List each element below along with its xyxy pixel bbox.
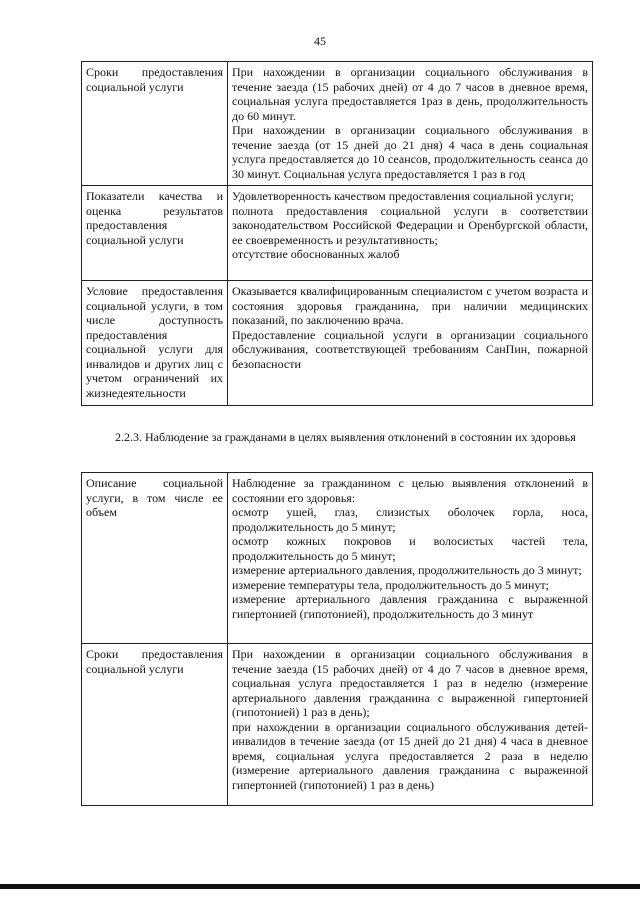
row-content: [228, 186, 593, 281]
table-row: [82, 281, 593, 406]
row-paragraph: Оказывается квалифицированным специалистом с учетом возраста и состояния здоровья гражданина, при наличии медицинских показаний, по заключению врача.: [232, 284, 588, 327]
row-paragraph: измерение температуры тела, продолжительность до 5 минут;: [232, 577, 550, 592]
row-paragraph: При нахождении в организации социального обслуживания в течение заезда (15 рабочих дней) от 4 до 7 часов в дневное время, социальная услуга предоставляется 1 раз в неделю (измерение артериального давления гражданина с выраженной гипертонией (гипотонией) 1 раз в день);: [232, 647, 588, 719]
row-paragraph: полнота предоставления социальной услуги в соответствии законодательством Российской Федерации и Оренбургской области, ее своевременность и результативность;: [232, 203, 588, 247]
service-terms-table: [81, 61, 593, 406]
row-paragraph: отсутствие обоснованных жалоб: [232, 247, 400, 261]
table-row: [82, 644, 593, 806]
page-number: 45: [314, 34, 326, 48]
row-paragraph: Удовлетворенность качеством предоставления социальной услуги;: [232, 189, 574, 203]
row-paragraph: осмотр кожных покровов и волосистых частей тела, продолжительность до 5 минут;: [232, 534, 588, 563]
row-content: [228, 281, 593, 406]
row-paragraph: измерение артериального давления, продолжительность до 3 минут;: [232, 563, 582, 577]
row-content: [228, 62, 593, 186]
row-content: [228, 473, 593, 644]
row-paragraph: При нахождении в организации социального обслуживания в течение заезда (15 рабочих дней) от 4 до 7 часов в дневное время, социальная услуга предоставляется 1раз в день, продолжительность до 60 минут.: [232, 65, 588, 123]
row-paragraph: При нахождении в организации социального обслуживания в течение заезда (от 15 дней до 21 дня) 4 часа в день социальная услуга предоставляется до 10 сеансов, продолжительность сеанса до 30 минут. Социальная услуга предоставляется 1 раз в год: [232, 123, 588, 181]
row-label: Показатели качества и оценка результатов предоставления социальной услуги: [82, 186, 228, 281]
table-row: [82, 186, 593, 281]
health-monitoring-table: [81, 472, 593, 806]
row-paragraph: осмотр ушей, глаз, слизистых оболочек горла, носа, продолжительность до 5 минут;: [232, 505, 588, 534]
section-heading: 2.2.3. Наблюдение за гражданами в целях выявления отклонений в состоянии их здоровья: [115, 430, 576, 444]
row-paragraph: при нахождении в организации социального обслуживания детей-инвалидов в течение заезда (от 15 дней до 21 дня) 4 часа в дневное время, социальная услуга предоставляется 2 раза в неделю (измерение артериального давления гражданина с выраженной гипертонией (гипотонией) 1 раз в день): [232, 719, 588, 792]
row-label: Сроки предоставления социальной услуги: [82, 644, 228, 806]
row-label: Сроки предоставления социальной услуги: [82, 62, 228, 186]
row-content: [228, 644, 593, 806]
row-label: Условие предоставления социальной услуги, в том числе доступность предоставления социальной услуги для инвалидов и других лиц с учетом ограничений их жизнедеятельности: [82, 281, 228, 406]
bottom-rule: [0, 884, 640, 889]
row-label: Описание социальной услуги, в том числе ее объем: [82, 473, 228, 644]
row-paragraph: Наблюдение за гражданином с целью выявления отклонений в состоянии его здоровья:: [232, 476, 588, 505]
row-paragraph: Предоставление социальной услуги в организации социального обслуживания, соответствующей требованиям СанПин, пожарной безопасности: [232, 327, 588, 371]
table-row: [82, 62, 593, 186]
table-row: [82, 473, 593, 644]
row-paragraph: измерение артериального давления гражданина с выраженной гипертонией (гипотонией), продолжительность до 3 минут: [232, 592, 588, 621]
